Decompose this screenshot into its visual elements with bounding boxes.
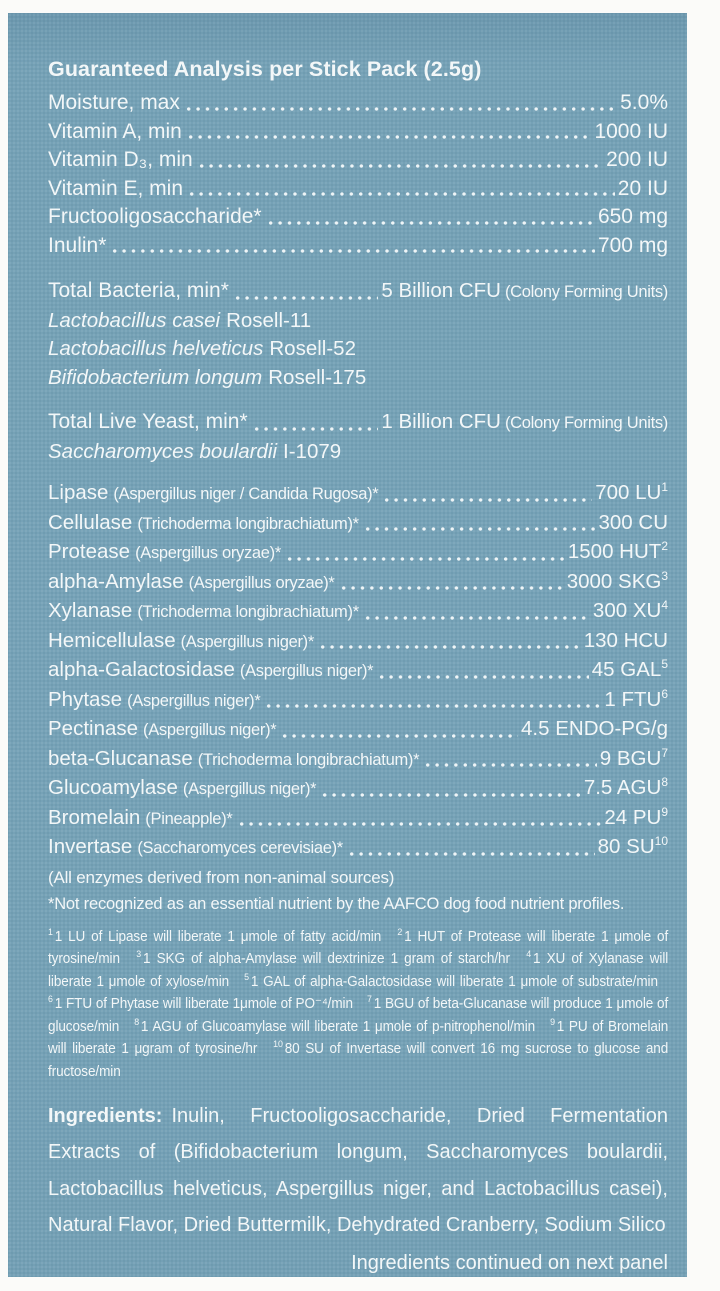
enzyme-amount: 24 PU (604, 805, 662, 829)
dotted-leader (339, 586, 564, 590)
dotted-leader (264, 704, 601, 708)
row-value: 1000 IU (594, 119, 668, 143)
row-label: Total Live Yeast, min* (48, 410, 248, 433)
enzyme-unit-superscript: 2 (661, 539, 668, 554)
cfu-amount: 1 Billion CFU (381, 410, 501, 433)
footnote-text: 1 PU of Bromelain will liberate 1 μgram of tyrosine/hr (48, 1018, 669, 1057)
strain-item (48, 364, 668, 393)
enzyme-source: (Aspergillus niger / Candida Rugosa)* (113, 485, 379, 503)
enzyme-name: Protease (48, 540, 131, 563)
panel-title: Guaranteed Analysis per Stick Pack (2.5g) (48, 57, 482, 81)
enzyme-name: Xylanase (48, 599, 133, 622)
row-label: Total Bacteria, min* (48, 279, 229, 302)
row-value: 5.0% (620, 91, 668, 114)
footnote-text: 80 SU of Invertase will convert 16 mg sucrose to glucose and fructose/min (48, 1041, 669, 1080)
enzyme-row (48, 656, 668, 686)
enzyme-unit-superscript: 6 (661, 686, 668, 701)
enzyme-unit-superscript: 7 (661, 745, 668, 760)
enzyme-amount: 300 CU (598, 510, 668, 534)
dotted-leader (363, 616, 590, 620)
enzyme-source: (Aspergillus niger)* (127, 691, 261, 710)
ingredients-heading: Ingredients: (48, 1104, 163, 1127)
enzymes-table (48, 479, 668, 863)
footnote-text: 1 BGU of beta-Glucanase will produce 1 μmole of glucose/min (48, 996, 669, 1035)
bacteria-section (48, 277, 668, 392)
enzyme-row (48, 745, 668, 775)
enzyme-source: (Pineapple)* (145, 809, 233, 828)
enzyme-name: Phytase (48, 687, 123, 711)
enzymes-derived-note: (All enzymes derived from non-animal sources) (48, 867, 395, 887)
dotted-leader (347, 852, 595, 856)
enzyme-source: (Aspergillus niger)* (182, 780, 317, 798)
dotted-leader (363, 527, 596, 531)
enzyme-name: Bromelain (48, 805, 141, 829)
cfu-value (381, 277, 668, 307)
enzyme-row (48, 538, 668, 568)
enzyme-name: alpha-Galactosidase (48, 658, 235, 681)
enzyme-unit-superscript: 3 (661, 568, 668, 583)
enzyme-amount: 1 FTU (604, 687, 662, 711)
enzyme-row (48, 509, 668, 539)
species-name: Lactobacillus helveticus (48, 337, 264, 360)
footnote-item (134, 1016, 536, 1035)
dotted-leader (377, 675, 588, 679)
analysis-row (48, 232, 668, 261)
enzyme-unit-superscript: 9 (661, 804, 668, 819)
footnote-item (136, 951, 510, 967)
enzyme-name: Invertase (48, 835, 133, 858)
footnote-text: 1 XU of Xylanase will liberate 1 μmole of xylose/min (48, 951, 669, 990)
enzyme-unit-superscript: 8 (661, 775, 668, 790)
yeast-section (48, 408, 668, 466)
row-label: Inulin* (48, 233, 107, 257)
dotted-leader (423, 763, 597, 767)
dotted-leader (237, 822, 602, 826)
strain-item (48, 307, 668, 336)
dotted-leader (280, 734, 518, 738)
footnote-superscript: 10 (273, 1039, 283, 1051)
row-value: 20 IU (617, 176, 668, 200)
cfu-units-note: (Colony Forming Units) (504, 414, 668, 432)
enzyme-amount: 3000 SKG (566, 569, 662, 593)
enzyme-source: (Aspergillus niger)* (180, 632, 314, 651)
footnote-superscript: 8 (134, 1016, 140, 1028)
total-bacteria-row (48, 277, 668, 307)
ingredients-text: Inulin, Fructooligosaccharide, Dried Fermentation Extracts of (Bifidobacterium longum, Saccharomyces boulardii, Lactobacillus helveticus, Aspergillus niger, and Lactobacillus casei), Natural Flavor, Dried Buttermilk, Dehydrated Cranberry, Sodium Silico (48, 1104, 668, 1236)
enzyme-name: alpha-Amylase (48, 569, 184, 593)
footnote-text: 1 AGU of Glucoamylase will liberate 1 μmole of p-nitrophenol/min (140, 1018, 536, 1035)
aafco-note: *Not recognized as an essential nutrient by the AAFCO dog food nutrient profiles. (48, 894, 625, 913)
enzyme-value (521, 715, 668, 744)
footnote-superscript: 9 (550, 1016, 555, 1028)
row-value: 200 IU (606, 148, 668, 171)
enzyme-source: (Saccharomyces cerevisiae)* (137, 839, 343, 857)
footnote-text: 1 SKG of alpha-Amylase will dextrinize 1 gram of starch/hr (143, 951, 510, 967)
enzyme-name: Cellulase (48, 510, 133, 534)
enzyme-name: beta-Glucanase (48, 746, 193, 770)
enzyme-source: (Aspergillus oryzae)* (135, 544, 281, 562)
footnote-text: 1 HUT of Protease will liberate 1 μmole of tyrosine/min (48, 928, 669, 967)
enzyme-amount: 7.5 AGU (583, 776, 662, 799)
strain-id: Rosell-175 (268, 365, 367, 389)
enzyme-amount: 300 XU (592, 599, 662, 622)
strain-item (48, 438, 668, 467)
enzyme-unit-superscript: 4 (661, 598, 668, 613)
enzyme-value (600, 745, 668, 774)
strain-id: I-1079 (283, 439, 342, 463)
footnotes-paragraph (48, 926, 668, 1084)
enzyme-unit-superscript: 5 (661, 657, 668, 672)
enzyme-source: (Aspergillus oryzae)* (188, 573, 335, 592)
strain-item (48, 335, 668, 364)
dotted-leader (285, 557, 565, 561)
dotted-leader (382, 498, 592, 502)
enzyme-amount: 4.5 ENDO-PG/g (521, 717, 668, 740)
strain-id: Rosell-52 (269, 337, 356, 360)
species-name: Lactobacillus casei (48, 308, 221, 332)
enzyme-row (48, 597, 668, 627)
enzyme-value (584, 627, 668, 656)
enzyme-value (592, 656, 668, 685)
dotted-leader (318, 645, 581, 649)
enzyme-row (48, 479, 668, 509)
footnote-superscript: 4 (526, 949, 532, 961)
footnote-superscript: 7 (366, 994, 372, 1006)
enzyme-row (48, 627, 668, 657)
enzyme-amount: 9 BGU (599, 746, 662, 770)
enzyme-value (593, 597, 668, 626)
enzyme-name: Glucoamylase (48, 776, 178, 799)
footnote-superscript: 5 (244, 971, 249, 983)
guaranteed-analysis-panel (8, 13, 687, 1277)
row-label: Fructooligosaccharide* (48, 205, 262, 228)
enzyme-source: (Aspergillus niger)* (143, 721, 277, 739)
continued-note: Ingredients continued on next panel (351, 1251, 668, 1274)
enzyme-value (604, 686, 668, 715)
analysis-row (48, 89, 668, 118)
enzyme-name: Hemicellulase (48, 628, 176, 652)
footnote-superscript: 1 (48, 926, 53, 938)
row-label: Vitamin D₃, min (48, 148, 193, 171)
row-label: Vitamin E, min (48, 176, 183, 200)
enzyme-source: (Trichoderma longibrachiatum)* (137, 603, 359, 621)
enzyme-amount: 700 LU (595, 481, 662, 504)
footnote-item (48, 926, 382, 945)
total-yeast-row (48, 408, 668, 438)
enzyme-unit-superscript: 1 (661, 480, 668, 495)
cfu-amount: 5 Billion CFU (381, 279, 501, 302)
analysis-row (48, 175, 668, 204)
enzyme-value (598, 509, 668, 538)
enzyme-name: Pectinase (48, 717, 139, 740)
cfu-value (381, 408, 668, 438)
footnote-item (48, 996, 353, 1012)
species-name: Bifidobacterium longum (48, 365, 263, 389)
footnote-superscript: 6 (48, 994, 53, 1006)
enzyme-amount: 130 HCU (583, 628, 668, 652)
yeast-strain-list (48, 438, 668, 467)
dotted-leader (110, 249, 595, 253)
analysis-row (48, 203, 668, 232)
row-label: Moisture, max (48, 91, 180, 114)
bacteria-strain-list (48, 307, 668, 393)
cfu-units-note: (Colony Forming Units) (504, 283, 668, 301)
dotted-leader (266, 221, 595, 225)
species-name: Saccharomyces boulardii (48, 439, 278, 463)
row-label: Vitamin A, min (48, 119, 182, 143)
enzyme-row (48, 833, 668, 863)
enzyme-row (48, 774, 668, 804)
analysis-row (48, 146, 668, 175)
enzyme-row (48, 715, 668, 745)
enzyme-value (567, 568, 668, 597)
enzyme-amount: 80 SU (597, 835, 655, 858)
enzyme-row (48, 686, 668, 716)
enzyme-row (48, 568, 668, 598)
enzyme-unit-superscript: 10 (654, 834, 668, 849)
enzyme-value (595, 479, 668, 508)
enzyme-amount: 1500 HUT (567, 540, 662, 563)
enzyme-name: Lipase (48, 481, 109, 504)
analysis-table (48, 89, 668, 260)
dotted-leader (197, 164, 603, 168)
enzyme-value (568, 538, 668, 567)
footnote-item (244, 971, 658, 990)
strain-id: Rosell-11 (226, 308, 312, 332)
dotted-leader (233, 296, 378, 300)
footnote-text: 1 GAL of alpha-Galactosidase will liberate 1 μmole of substrate/min (250, 973, 658, 990)
enzyme-row (48, 804, 668, 834)
ingredients-paragraph (48, 1098, 668, 1244)
enzyme-value (604, 804, 668, 833)
dotted-leader (187, 192, 615, 196)
analysis-row (48, 118, 668, 147)
footnote-text: 1 FTU of Phytase will liberate 1μmole of PO⁻⁴/min (54, 996, 353, 1012)
enzyme-source: (Aspergillus niger)* (239, 662, 374, 680)
footnote-superscript: 3 (136, 949, 142, 961)
dotted-leader (186, 135, 592, 139)
dotted-leader (184, 107, 617, 111)
enzyme-source: (Trichoderma longibrachiatum)* (137, 514, 359, 533)
row-value: 650 mg (597, 205, 668, 228)
enzyme-value (598, 833, 668, 862)
footnote-text: 1 LU of Lipase will liberate 1 μmole of fatty acid/min (54, 928, 382, 945)
footnote-superscript: 2 (397, 926, 403, 938)
dotted-leader (252, 427, 379, 431)
row-value: 700 mg (597, 233, 668, 257)
enzyme-source: (Trichoderma longibrachiatum)* (197, 750, 420, 769)
dotted-leader (320, 793, 581, 797)
enzyme-amount: 45 GAL (591, 658, 662, 681)
enzyme-value (584, 774, 668, 803)
